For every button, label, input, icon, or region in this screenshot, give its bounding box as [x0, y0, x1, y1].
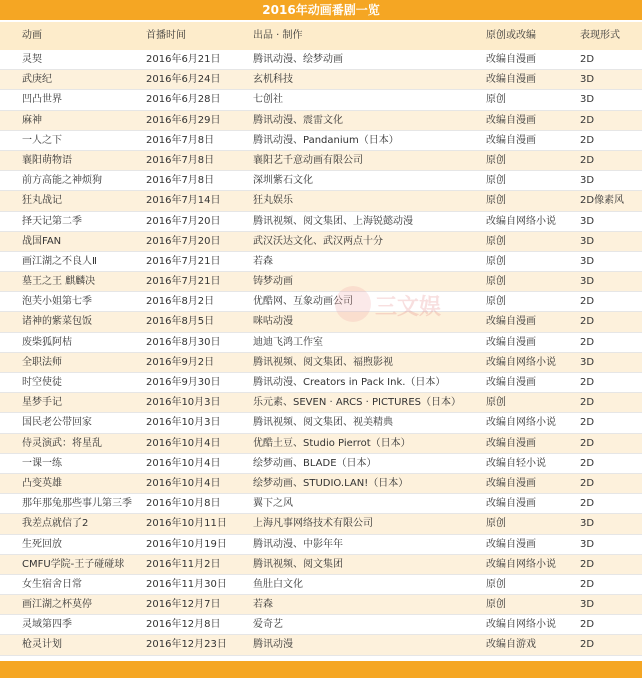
source-cell: 改编自网络小说 [486, 619, 556, 631]
premiere-cell: 2016年8月2日 [146, 296, 215, 308]
table-row [0, 494, 642, 514]
format-cell: 2D [580, 296, 595, 308]
column-header-premiere: 首播时间 [146, 30, 186, 41]
producer-cell: 若森 [253, 255, 273, 267]
table-row [0, 575, 642, 595]
logo-circle-icon [335, 286, 371, 322]
premiere-cell: 2016年7月14日 [146, 195, 221, 207]
format-cell: 3D [580, 175, 595, 187]
anime-cell: 画江湖之杯莫停 [22, 599, 92, 611]
premiere-cell: 2016年7月8日 [146, 154, 215, 166]
premiere-cell: 2016年9月2日 [146, 356, 215, 368]
producer-cell: 狂丸娱乐 [253, 195, 293, 207]
producer-cell: 玄机科技 [253, 74, 293, 86]
anime-cell: 诸神的紫菜包饭 [22, 316, 92, 328]
format-cell: 2D [580, 558, 595, 570]
producer-cell: 优酷网、互象动画公司 [253, 296, 353, 308]
table-header [0, 22, 642, 50]
premiere-cell: 2016年6月24日 [146, 74, 221, 86]
anime-cell: 全职法师 [22, 356, 62, 368]
table-row [0, 111, 642, 131]
premiere-cell: 2016年10月4日 [146, 437, 221, 449]
anime-cell: 星梦手记 [22, 397, 62, 409]
format-cell: 2D像素风 [580, 195, 625, 207]
anime-cell: 凹凸世界 [22, 94, 62, 106]
premiere-cell: 2016年7月21日 [146, 255, 221, 267]
column-header-source: 原创或改编 [486, 30, 536, 41]
table-row [0, 373, 642, 393]
source-cell: 改编自漫画 [486, 54, 536, 65]
producer-cell: 腾讯动漫、Pandanium（日本） [253, 134, 399, 146]
table-row [0, 50, 642, 70]
table-row [0, 595, 642, 615]
table-row [0, 171, 642, 191]
anime-cell: 武庚纪 [22, 74, 52, 86]
anime-cell: 废柴狐阿桔 [22, 336, 72, 348]
format-cell: 2D [580, 377, 595, 388]
producer-cell: 腾讯视频、阅文集团 [253, 558, 343, 570]
anime-cell: 墓王之王 麒麟决 [22, 276, 96, 288]
source-cell: 改编自漫画 [486, 477, 536, 489]
producer-cell: 翼下之风 [253, 498, 293, 510]
source-cell: 原创 [486, 175, 506, 187]
table-row [0, 434, 642, 454]
format-cell: 2D [580, 336, 595, 348]
source-cell: 原创 [486, 599, 506, 611]
format-cell: 3D [580, 255, 595, 267]
table-row [0, 131, 642, 151]
source-cell: 改编自漫画 [486, 316, 536, 328]
column-header-format: 表现形式 [580, 30, 620, 41]
producer-cell: 迪迪飞鸿工作室 [253, 336, 323, 348]
format-cell: 3D [580, 599, 595, 611]
table-row [0, 292, 642, 312]
premiere-cell: 2016年10月3日 [146, 397, 221, 409]
anime-cell: 择天记第二季 [22, 215, 82, 227]
anime-cell: 灵域第四季 [22, 619, 72, 631]
premiere-cell: 2016年12月8日 [146, 619, 221, 631]
producer-cell: 腾讯视频、阅文集团、上海锐懿动漫 [253, 215, 413, 227]
producer-cell: 腾讯动漫、中影年年 [253, 538, 343, 550]
source-cell: 改编自网络小说 [486, 417, 556, 429]
source-cell: 改编自漫画 [486, 336, 536, 348]
format-cell: 3D [580, 538, 595, 550]
anime-cell: 前方高能之神烦狗 [22, 175, 102, 187]
format-cell: 3D [580, 94, 595, 106]
table-row [0, 333, 642, 353]
source-cell: 原创 [486, 276, 506, 288]
producer-cell: 腾讯动漫、Creators in Pack Ink.（日本） [253, 377, 446, 388]
premiere-cell: 2016年11月30日 [146, 578, 227, 590]
table-row [0, 615, 642, 635]
premiere-cell: 2016年12月23日 [146, 639, 227, 651]
source-cell: 改编自漫画 [486, 377, 536, 388]
source-cell: 原创 [486, 397, 506, 409]
format-cell: 2D [580, 457, 595, 469]
source-cell: 原创 [486, 235, 506, 247]
format-cell: 3D [580, 235, 595, 247]
source-cell: 改编自漫画 [486, 74, 536, 86]
producer-cell: 腾讯视频、阅文集团、福煦影视 [253, 356, 393, 368]
format-cell: 3D [580, 518, 595, 530]
producer-cell: 咪咕动漫 [253, 316, 293, 328]
source-cell: 原创 [486, 154, 506, 166]
producer-cell: 襄阳艺千意动画有限公司 [253, 154, 363, 166]
premiere-cell: 2016年8月5日 [146, 316, 215, 328]
format-cell: 3D [580, 74, 595, 86]
producer-cell: 七创社 [253, 94, 283, 106]
source-cell: 改编自网络小说 [486, 215, 556, 227]
table-row [0, 90, 642, 110]
format-cell: 2D [580, 114, 595, 126]
anime-cell: 战国FAN [22, 235, 62, 247]
anime-cell: 那年那兔那些事儿第三季 [22, 498, 132, 510]
source-cell: 原创 [486, 296, 506, 308]
producer-cell: 上海凡事网络技术有限公司 [253, 518, 373, 530]
table-row [0, 272, 642, 292]
source-cell: 改编自轻小说 [486, 457, 546, 469]
premiere-cell: 2016年10月19日 [146, 538, 227, 550]
source-cell: 原创 [486, 195, 506, 207]
producer-cell: 腾讯视频、阅文集团、视美精典 [253, 417, 393, 429]
table-row [0, 212, 642, 232]
format-cell: 2D [580, 619, 595, 631]
producer-cell: 乐元素、SEVEN · ARCS · PICTURES（日本） [253, 397, 462, 409]
footer-bar [0, 661, 642, 678]
anime-cell: 时空使徒 [22, 377, 62, 388]
column-header-anime: 动画 [22, 30, 42, 41]
premiere-cell: 2016年6月29日 [146, 114, 221, 126]
premiere-cell: 2016年6月28日 [146, 94, 221, 106]
source-cell: 原创 [486, 94, 506, 106]
premiere-cell: 2016年6月21日 [146, 54, 221, 65]
source-cell: 改编自漫画 [486, 114, 536, 126]
format-cell: 2D [580, 134, 595, 146]
table-row [0, 70, 642, 90]
producer-cell: 绘梦动画、BLADE（日本） [253, 457, 377, 469]
producer-cell: 腾讯动漫、绘梦动画 [253, 54, 343, 65]
format-cell: 2D [580, 54, 595, 65]
table-row [0, 535, 642, 555]
producer-cell: 腾讯动漫 [253, 639, 293, 651]
source-cell: 改编自漫画 [486, 498, 536, 510]
anime-cell: 枪灵计划 [22, 639, 62, 651]
producer-cell: 爱奇艺 [253, 619, 283, 631]
table-row [0, 353, 642, 373]
table-row [0, 413, 642, 433]
premiere-cell: 2016年8月30日 [146, 336, 221, 348]
anime-cell: 国民老公带回家 [22, 417, 92, 429]
table-row [0, 514, 642, 534]
premiere-cell: 2016年10月4日 [146, 457, 221, 469]
producer-cell: 铸梦动画 [253, 276, 293, 288]
anime-cell: 襄阳萌物语 [22, 154, 72, 166]
anime-cell: 凸变英雄 [22, 477, 62, 489]
anime-cell: 侍灵演武：将星乱 [22, 437, 102, 449]
premiere-cell: 2016年10月3日 [146, 417, 221, 429]
producer-cell: 绘梦动画、STUDIO.LAN!（日本） [253, 477, 409, 489]
table-row [0, 555, 642, 575]
format-cell: 3D [580, 356, 595, 368]
format-cell: 2D [580, 154, 595, 166]
table-row [0, 252, 642, 272]
source-cell: 改编自漫画 [486, 134, 536, 146]
premiere-cell: 2016年12月7日 [146, 599, 221, 611]
source-cell: 原创 [486, 518, 506, 530]
producer-cell: 鱼肚白文化 [253, 578, 303, 590]
watermark-text: 三文娱 [375, 295, 442, 320]
premiere-cell: 2016年7月20日 [146, 235, 221, 247]
table-row [0, 454, 642, 474]
format-cell: 2D [580, 397, 595, 409]
anime-cell: 狂丸战记 [22, 195, 62, 207]
premiere-cell: 2016年7月8日 [146, 175, 215, 187]
anime-cell: 我差点就信了2 [22, 518, 89, 530]
producer-cell: 武汉沃达文化、武汉两点十分 [253, 235, 383, 247]
format-cell: 3D [580, 215, 595, 227]
format-cell: 2D [580, 498, 595, 510]
premiere-cell: 2016年10月8日 [146, 498, 221, 510]
table-row [0, 393, 642, 413]
premiere-cell: 2016年10月4日 [146, 477, 221, 489]
anime-cell: CMFU学院-王子碰碰球 [22, 558, 125, 570]
format-cell: 2D [580, 437, 595, 449]
anime-cell: 灵契 [22, 54, 42, 65]
premiere-cell: 2016年10月11日 [146, 518, 227, 530]
source-cell: 改编自漫画 [486, 538, 536, 550]
premiere-cell: 2016年11月2日 [146, 558, 221, 570]
anime-cell: 一课一练 [22, 457, 62, 469]
source-cell: 改编自游戏 [486, 639, 536, 651]
producer-cell: 若森 [253, 599, 273, 611]
format-cell: 2D [580, 477, 595, 489]
producer-cell: 腾讯动漫、震雷文化 [253, 114, 343, 126]
table-row [0, 151, 642, 171]
anime-cell: 泡芙小姐第七季 [22, 296, 92, 308]
premiere-cell: 2016年7月21日 [146, 276, 221, 288]
source-cell: 改编自网络小说 [486, 558, 556, 570]
table-row [0, 312, 642, 332]
format-cell: 2D [580, 417, 595, 429]
column-header-producer: 出品 · 制作 [253, 30, 303, 41]
source-cell: 原创 [486, 578, 506, 590]
table-row [0, 474, 642, 494]
format-cell: 2D [580, 578, 595, 590]
anime-cell: 女生宿舍日常 [22, 578, 82, 590]
anime-cell: 麻神 [22, 114, 42, 126]
producer-cell: 优酷土豆、Studio Pierrot（日本） [253, 437, 411, 449]
premiere-cell: 2016年7月20日 [146, 215, 221, 227]
anime-cell: 一人之下 [22, 134, 62, 146]
source-cell: 改编自网络小说 [486, 356, 556, 368]
producer-cell: 深圳紫石文化 [253, 175, 313, 187]
source-cell: 改编自漫画 [486, 437, 536, 449]
page-title: 2016年动画番剧一览 [0, 0, 642, 20]
format-cell: 2D [580, 316, 595, 328]
table-row [0, 635, 642, 655]
anime-cell: 画江湖之不良人Ⅱ [22, 255, 97, 267]
format-cell: 3D [580, 276, 595, 288]
format-cell: 2D [580, 639, 595, 651]
source-cell: 原创 [486, 255, 506, 267]
table-row [0, 191, 642, 211]
table-row [0, 232, 642, 252]
watermark [335, 282, 475, 330]
table-body [0, 50, 642, 656]
premiere-cell: 2016年7月8日 [146, 134, 215, 146]
premiere-cell: 2016年9月30日 [146, 377, 221, 388]
anime-cell: 生死回放 [22, 538, 62, 550]
